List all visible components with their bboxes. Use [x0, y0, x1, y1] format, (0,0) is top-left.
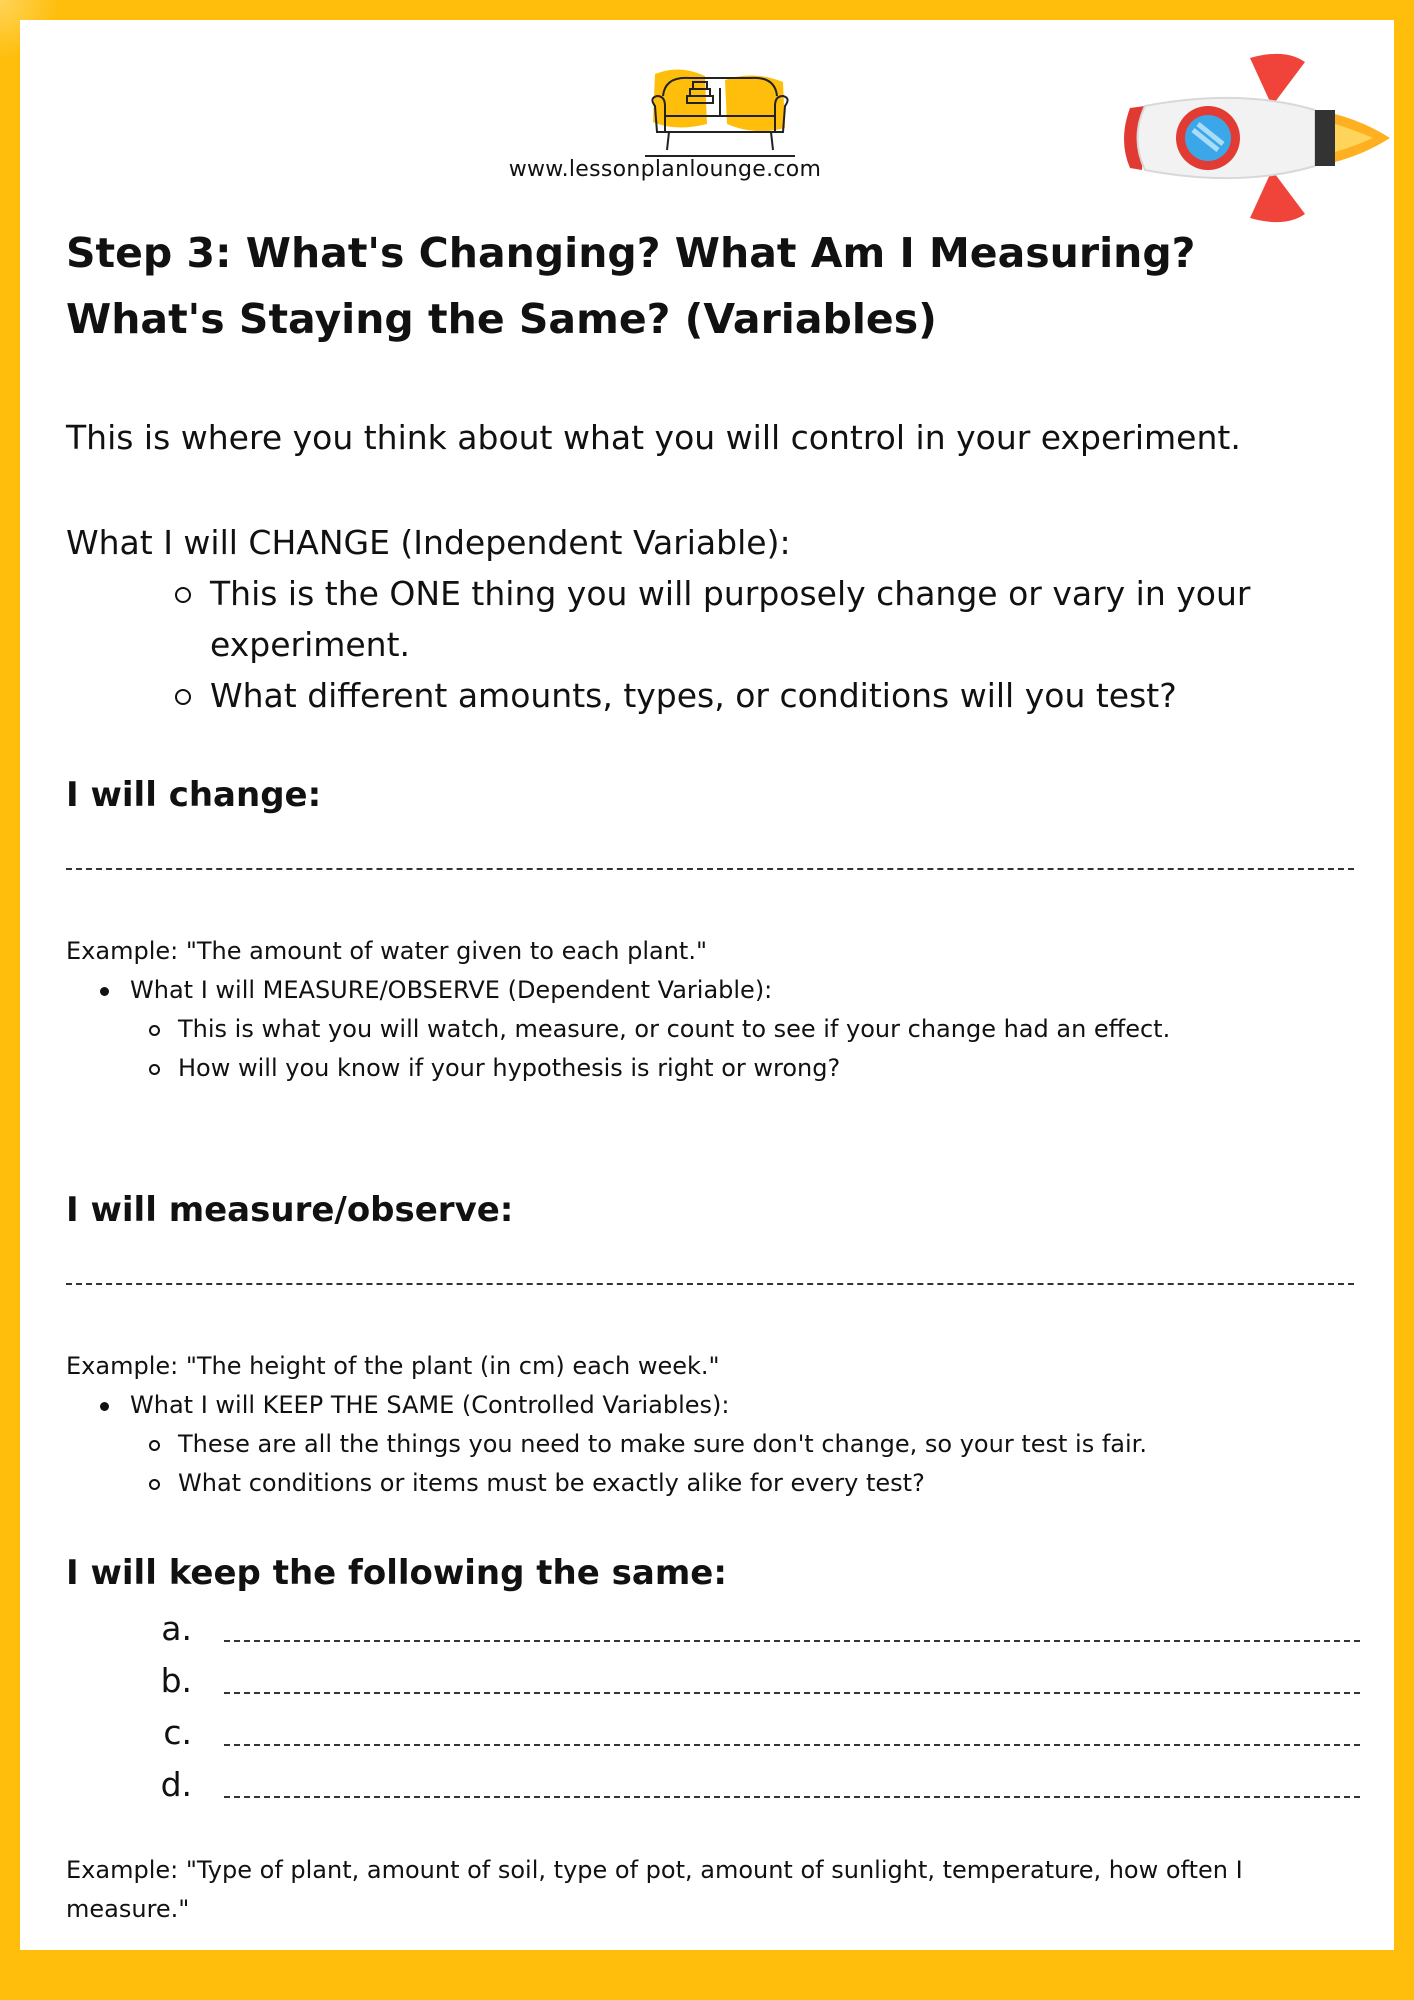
- worksheet-page: [20, 20, 1394, 1950]
- row-letter: a.: [161, 1609, 192, 1648]
- site-url: www.lessonplanlounge.com: [508, 157, 822, 182]
- change-bullets: [170, 568, 1330, 721]
- row-letter: c.: [163, 1713, 192, 1752]
- change-answer-line[interactable]: [66, 868, 1354, 870]
- measure-example: Example: "The height of the plant (in cm) each week.": [66, 1352, 720, 1380]
- keep-list: [80, 1386, 1360, 1503]
- change-heading: I will change:: [66, 775, 322, 815]
- keep-answer-line[interactable]: [224, 1692, 1360, 1694]
- page-title: Step 3: What's Changing? What Am I Measuring? What's Staying the Same? (Variables): [66, 229, 1196, 343]
- measure-bullet: How will you know if your hypothesis is right or wrong?: [80, 1049, 1360, 1088]
- keep-label: What I will KEEP THE SAME (Controlled Variables):: [80, 1386, 1360, 1425]
- keep-answer-line[interactable]: [224, 1744, 1360, 1746]
- measure-list: [80, 971, 1360, 1088]
- measure-heading: I will measure/observe:: [66, 1190, 514, 1230]
- change-bullet: This is the ONE thing you will purposely change or vary in your experiment.: [170, 568, 1330, 670]
- change-bullet: What different amounts, types, or conditions will you test?: [170, 670, 1330, 721]
- measure-label: What I will MEASURE/OBSERVE (Dependent Variable):: [80, 971, 1360, 1010]
- row-letter: d.: [160, 1765, 192, 1804]
- rocket-icon: [1090, 48, 1390, 228]
- change-label: What I will CHANGE (Independent Variable):: [66, 523, 791, 562]
- intro-text: This is where you think about what you will control in your experiment.: [66, 418, 1241, 457]
- keep-bullet: These are all the things you need to make sure don't change, so your test is fair.: [80, 1425, 1360, 1464]
- change-example: Example: "The amount of water given to each plant.": [66, 937, 707, 965]
- keep-answer-row: [120, 1603, 1360, 1655]
- keep-bullet: What conditions or items must be exactly alike for every test?: [80, 1464, 1360, 1503]
- keep-answer-list: [120, 1603, 1360, 1811]
- keep-answer-line[interactable]: [224, 1640, 1360, 1642]
- row-letter: b.: [160, 1661, 192, 1700]
- keep-answer-row: [120, 1759, 1360, 1811]
- couch-logo-icon: [635, 66, 805, 166]
- keep-answer-row: [120, 1707, 1360, 1759]
- measure-bullet: This is what you will watch, measure, or count to see if your change had an effect.: [80, 1010, 1360, 1049]
- measure-answer-line[interactable]: [66, 1283, 1354, 1285]
- keep-example: Example: "Type of plant, amount of soil, type of pot, amount of sunlight, temperature, how often I measure.": [66, 1856, 1243, 1923]
- keep-answer-line[interactable]: [224, 1796, 1360, 1798]
- keep-answer-row: [120, 1655, 1360, 1707]
- keep-heading: I will keep the following the same:: [66, 1553, 727, 1593]
